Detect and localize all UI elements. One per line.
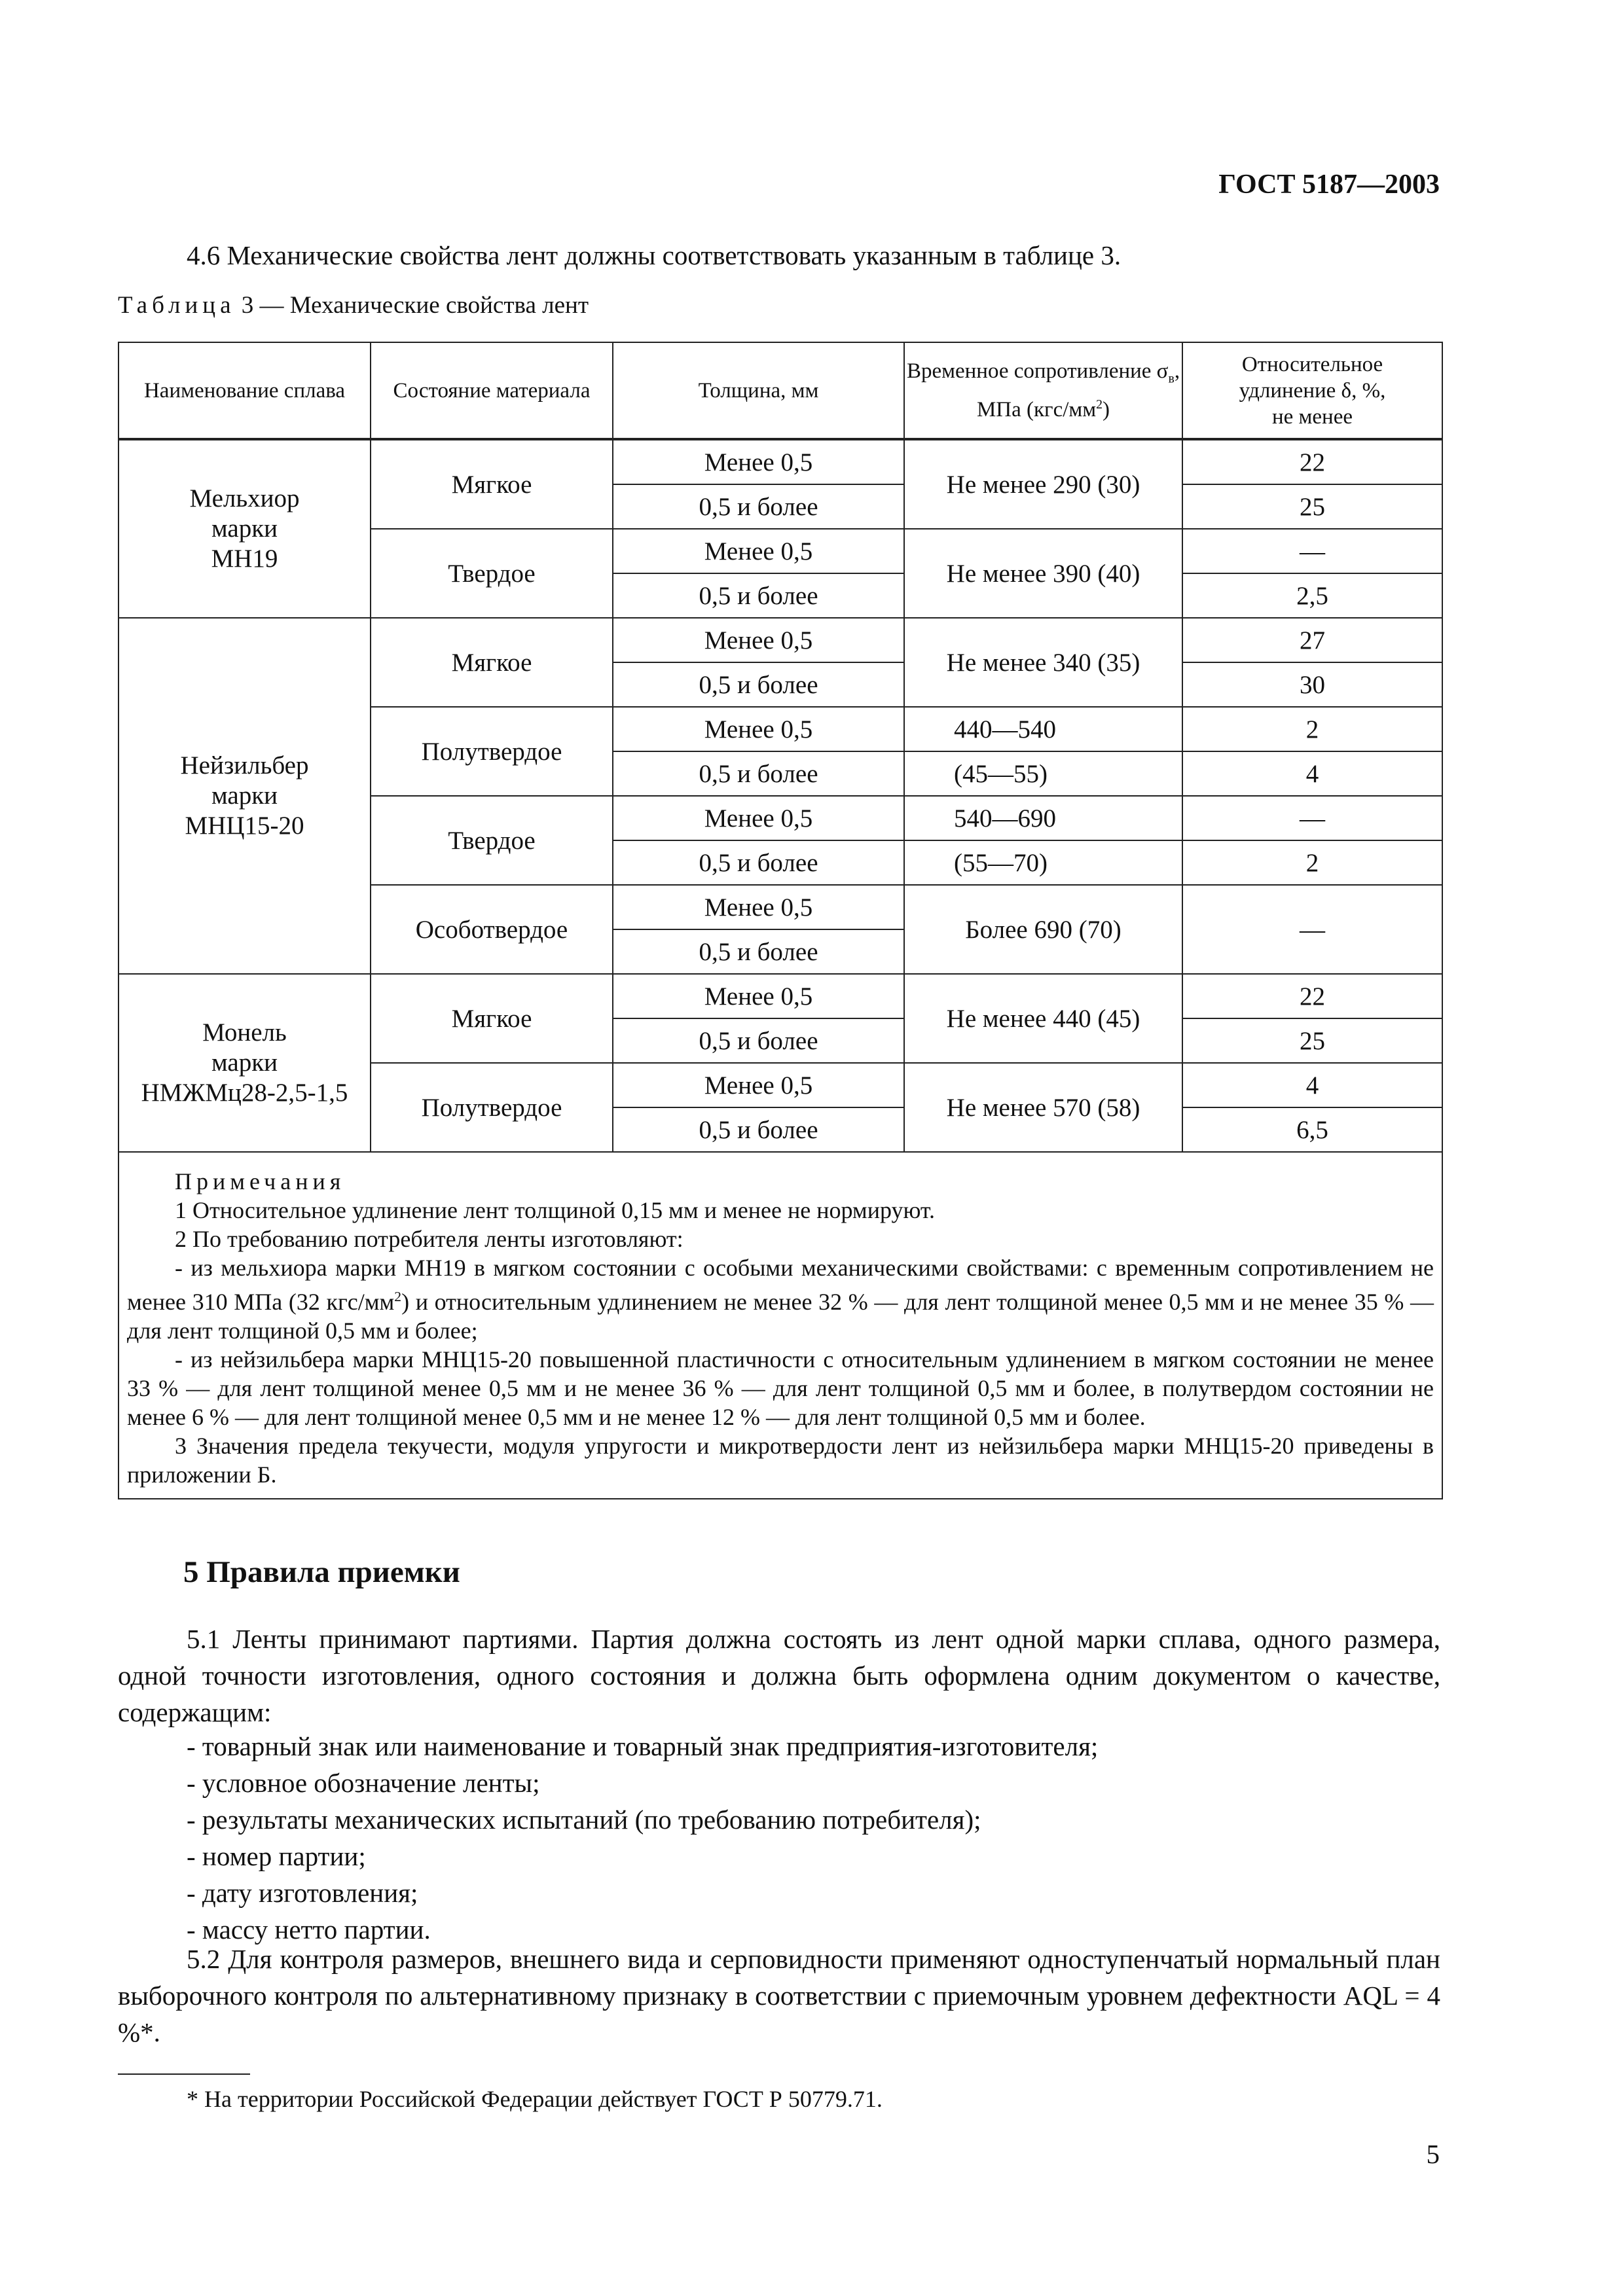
footnote: * На территории Российской Федерации действует ГОСТ Р 50779.71. bbox=[187, 2086, 883, 2112]
alloy-line: марки bbox=[211, 514, 278, 543]
paragraph-5-2 bbox=[118, 1941, 1440, 2051]
header-elongation-line: не менее bbox=[1271, 404, 1353, 429]
notes-heading: Примечания bbox=[175, 1168, 346, 1194]
cell-elongation: 27 bbox=[1182, 618, 1442, 662]
cell-elongation: 25 bbox=[1182, 484, 1442, 529]
cell-elongation: 30 bbox=[1182, 662, 1442, 707]
header-elongation-line: удлинение δ, %, bbox=[1239, 378, 1386, 403]
cell-strength: Не менее 290 (30) bbox=[904, 439, 1182, 529]
alloy-line: МНЦ15-20 bbox=[185, 812, 304, 840]
document-header: ГОСТ 5187—2003 bbox=[1218, 170, 1440, 200]
header-thickness: Толщина, мм bbox=[613, 342, 904, 439]
paragraph-4-6: 4.6 Механические свойства лент должны соответствовать указанным в таблице 3. bbox=[187, 240, 1122, 270]
note-2a-text: - из мельхиора марки МН19 в мягком состоянии с особыми механическими свойствами: с временным сопротивлением не менее 310 МПа (32 кгс/мм bbox=[127, 1255, 1434, 1315]
cell-thickness: 0,5 и более bbox=[613, 840, 904, 885]
cell-elongation: 22 bbox=[1182, 974, 1442, 1018]
table-notes bbox=[119, 1152, 1442, 1499]
table-row bbox=[119, 974, 1442, 1018]
cell-strength: (45—55) bbox=[904, 751, 1182, 796]
header-alloy: Наименование сплава bbox=[119, 342, 371, 439]
table-header-row bbox=[119, 342, 1442, 439]
cell-state: Твердое bbox=[371, 796, 613, 885]
cell-elongation: 2,5 bbox=[1182, 573, 1442, 618]
cell-elongation: 6,5 bbox=[1182, 1107, 1442, 1152]
cell-thickness: 0,5 и более bbox=[613, 1107, 904, 1152]
paragraph-5-2-text: 5.2 Для контроля размеров, внешнего вида и серповидности применяют одноступенчатый нормальный план выборочного контроля по альтернативному признаку в соответствии с приемочным уровнем дефектности AQL = 4 %*. bbox=[118, 1944, 1440, 2047]
cell-state: Мягкое bbox=[371, 618, 613, 707]
mechanical-properties-table bbox=[118, 342, 1443, 1499]
alloy-line: НМЖМц28-2,5-1,5 bbox=[141, 1079, 348, 1107]
cell-elongation: 22 bbox=[1182, 439, 1442, 484]
cell-elongation: 4 bbox=[1182, 751, 1442, 796]
list-item: - дату изготовления; bbox=[187, 1878, 418, 1908]
list-item: - номер партии; bbox=[187, 1841, 366, 1871]
cell-thickness: Менее 0,5 bbox=[613, 439, 904, 484]
alloy-line: Мельхиор bbox=[189, 484, 300, 512]
cell-strength: 440—540 bbox=[904, 707, 1182, 751]
cell-thickness: 0,5 и более bbox=[613, 573, 904, 618]
table-caption-label: Таблица bbox=[118, 292, 236, 319]
cell-strength: Более 690 (70) bbox=[904, 885, 1182, 974]
cell-thickness: Менее 0,5 bbox=[613, 885, 904, 929]
footnote-divider bbox=[118, 2073, 250, 2075]
alloy-line: Монель bbox=[202, 1018, 287, 1047]
cell-thickness: 0,5 и более bbox=[613, 662, 904, 707]
cell-thickness: 0,5 и более bbox=[613, 929, 904, 974]
header-strength-unit: МПа (кгс/мм bbox=[976, 398, 1097, 422]
cell-strength: Не менее 340 (35) bbox=[904, 618, 1182, 707]
table-row bbox=[119, 618, 1442, 662]
section-5-title: 5 Правила приемки bbox=[183, 1555, 460, 1589]
cell-strength: Не менее 570 (58) bbox=[904, 1063, 1182, 1152]
table-row bbox=[119, 439, 1442, 484]
cell-elongation: 25 bbox=[1182, 1018, 1442, 1063]
note-2a-sup: 2 bbox=[394, 1289, 402, 1304]
note-2a-text: ) и относительным удлинением не менее 32 % — для лент толщиной менее 0,5 мм и не менее 35 % — для лент толщиной 0,5 мм и более; bbox=[127, 1289, 1434, 1344]
cell-thickness: Менее 0,5 bbox=[613, 529, 904, 573]
note-2b: - из нейзильбера марки МНЦ15-20 повышенной пластичности с относительным удлинением в мягком состоянии не менее 33 % — для лент толщиной менее 0,5 мм и не менее 36 % — для лент толщиной 0,5 мм и более, в полутвердом состоянии не менее 6 % — для лент толщиной менее 0,5 мм и не менее 12 % — для лент толщиной 0,5 мм и более. bbox=[127, 1346, 1434, 1430]
cell-elongation: — bbox=[1182, 885, 1442, 974]
paragraph-5-1 bbox=[118, 1621, 1440, 1731]
list-item: - товарный знак или наименование и товарный знак предприятия-изготовителя; bbox=[187, 1731, 1099, 1761]
header-strength-comma: , bbox=[1174, 359, 1180, 383]
header-elongation bbox=[1182, 342, 1442, 439]
list-item: - результаты механических испытаний (по требованию потребителя); bbox=[187, 1804, 981, 1835]
cell-thickness: Менее 0,5 bbox=[613, 707, 904, 751]
table-caption bbox=[118, 291, 589, 319]
cell-state: Полутвердое bbox=[371, 707, 613, 796]
cell-elongation: 4 bbox=[1182, 1063, 1442, 1107]
list-item: - массу нетто партии. bbox=[187, 1914, 431, 1945]
cell-state: Полутвердое bbox=[371, 1063, 613, 1152]
cell-thickness: Менее 0,5 bbox=[613, 974, 904, 1018]
cell-thickness: Менее 0,5 bbox=[613, 1063, 904, 1107]
quality-document-list bbox=[187, 1728, 1098, 1948]
cell-state: Мягкое bbox=[371, 439, 613, 529]
header-strength-sup: 2 bbox=[1096, 397, 1103, 412]
cell-thickness: 0,5 и более bbox=[613, 1018, 904, 1063]
header-elongation-line: Относительное bbox=[1241, 352, 1383, 376]
cell-elongation: — bbox=[1182, 529, 1442, 573]
alloy-line: марки bbox=[211, 781, 278, 810]
table-caption-number: 3 bbox=[241, 292, 254, 319]
paragraph-5-1-text: 5.1 Ленты принимают партиями. Партия должна состоять из лент одной марки сплава, одного размера, одной точности изготовления, одного состояния и должна быть оформлена одним документом о качестве, содержащим: bbox=[118, 1624, 1440, 1727]
header-strength-text: Временное сопротивление σ bbox=[906, 359, 1169, 383]
cell-strength: (55—70) bbox=[904, 840, 1182, 885]
cell-state: Мягкое bbox=[371, 974, 613, 1063]
cell-thickness: Менее 0,5 bbox=[613, 618, 904, 662]
note-2a bbox=[127, 1253, 1434, 1345]
table-notes-row bbox=[119, 1152, 1442, 1499]
note-1: 1 Относительное удлинение лент толщиной 0,15 мм и менее не нормируют. bbox=[175, 1197, 935, 1223]
header-strength-sub: в bbox=[1168, 371, 1175, 386]
header-state: Состояние материала bbox=[371, 342, 613, 439]
cell-strength: Не менее 390 (40) bbox=[904, 529, 1182, 618]
note-3: 3 Значения предела текучести, модуля упругости и микротвердости лент из нейзильбера марки МНЦ15-20 приведены в приложении Б. bbox=[127, 1433, 1434, 1488]
cell-state: Твердое bbox=[371, 529, 613, 618]
cell-alloy-mnc15-20 bbox=[119, 618, 371, 974]
cell-alloy-nmzhmc bbox=[119, 974, 371, 1152]
cell-alloy-mn19 bbox=[119, 439, 371, 618]
page-number: 5 bbox=[1426, 2139, 1440, 2169]
note-2: 2 По требованию потребителя ленты изготовляют: bbox=[175, 1226, 684, 1252]
alloy-line: МН19 bbox=[211, 545, 278, 573]
cell-strength: 540—690 bbox=[904, 796, 1182, 840]
header-strength-close: ) bbox=[1103, 398, 1110, 422]
cell-state: Особотвердое bbox=[371, 885, 613, 974]
alloy-line: марки bbox=[211, 1049, 278, 1077]
cell-thickness: 0,5 и более bbox=[613, 751, 904, 796]
cell-elongation: 2 bbox=[1182, 707, 1442, 751]
table-caption-title: — Механические свойства лент bbox=[259, 292, 589, 319]
alloy-line: Нейзильбер bbox=[180, 751, 309, 780]
cell-elongation: 2 bbox=[1182, 840, 1442, 885]
cell-thickness: 0,5 и более bbox=[613, 484, 904, 529]
cell-elongation: — bbox=[1182, 796, 1442, 840]
cell-strength: Не менее 440 (45) bbox=[904, 974, 1182, 1063]
cell-thickness: Менее 0,5 bbox=[613, 796, 904, 840]
list-item: - условное обозначение ленты; bbox=[187, 1768, 540, 1798]
header-strength bbox=[904, 342, 1182, 439]
